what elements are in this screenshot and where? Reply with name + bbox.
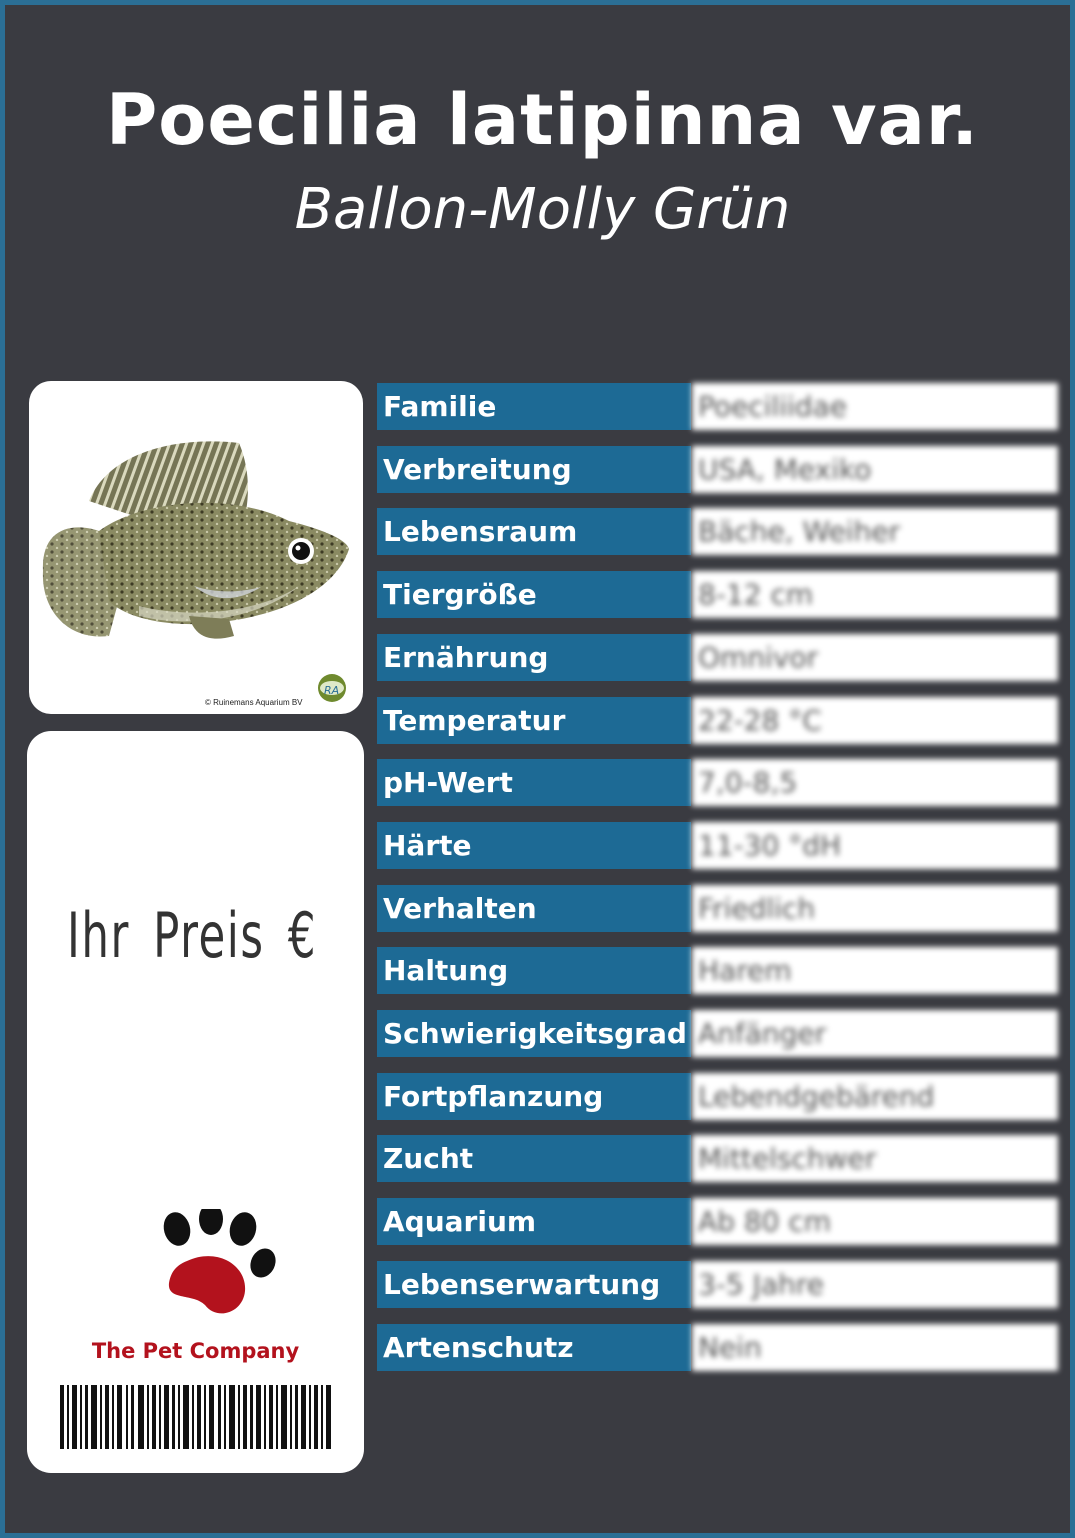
- fish-image: [29, 381, 363, 714]
- row-value: Ab 80 cm: [692, 1198, 1058, 1245]
- row-label: Verhalten: [377, 885, 691, 932]
- table-row: [377, 634, 1059, 681]
- row-value: 11-30 °dH: [692, 822, 1058, 869]
- row-value: Nein: [692, 1324, 1058, 1371]
- table-row: [377, 1198, 1059, 1245]
- row-label: Haltung: [377, 947, 691, 994]
- table-row: [377, 1324, 1059, 1371]
- table-row: [377, 1073, 1059, 1120]
- fish-photo-card: [29, 381, 363, 714]
- paw-logo-icon: [147, 1209, 287, 1339]
- row-label: Familie: [377, 383, 691, 430]
- price-card: [27, 731, 364, 1473]
- table-row: [377, 885, 1059, 932]
- page-title: Poecilia latipinna var.: [105, 79, 979, 161]
- row-value: Friedlich: [692, 885, 1058, 932]
- table-row: [377, 508, 1059, 555]
- photo-copyright: © Ruinemans Aquarium BV: [205, 698, 303, 707]
- table-row: [377, 571, 1059, 618]
- row-label: Temperatur: [377, 697, 691, 744]
- row-label: Ernährung: [377, 634, 691, 681]
- table-row: [377, 1010, 1059, 1057]
- company-name: The Pet Company: [91, 1339, 300, 1363]
- table-row: [377, 822, 1059, 869]
- row-label: pH-Wert: [377, 759, 691, 806]
- table-row: [377, 383, 1059, 430]
- price-label: Ihr Preis €: [67, 899, 318, 972]
- row-label: Härte: [377, 822, 691, 869]
- row-value: Anfänger: [692, 1010, 1058, 1057]
- row-value: 3-5 Jahre: [692, 1261, 1058, 1308]
- page-subtitle: Ballon-Molly Grün: [294, 177, 791, 242]
- row-value: 8-12 cm: [692, 571, 1058, 618]
- row-label: Artenschutz: [377, 1324, 691, 1371]
- table-row: [377, 1261, 1059, 1308]
- row-label: Lebensraum: [377, 508, 691, 555]
- row-label: Aquarium: [377, 1198, 691, 1245]
- table-row: [377, 1135, 1059, 1182]
- table-row: [377, 947, 1059, 994]
- row-value: Harem: [692, 947, 1058, 994]
- barcode: [60, 1385, 336, 1449]
- row-label: Verbreitung: [377, 446, 691, 493]
- row-label: Lebenserwartung: [377, 1261, 691, 1308]
- svg-text:RA: RA: [324, 684, 340, 697]
- row-label: Fortpflanzung: [377, 1073, 691, 1120]
- row-value: Poeciliidae: [692, 383, 1058, 430]
- row-label: Zucht: [377, 1135, 691, 1182]
- row-value: 7,0-8,5: [692, 759, 1058, 806]
- row-value: Mittelschwer: [692, 1135, 1058, 1182]
- table-row: [377, 759, 1059, 806]
- table-row: [377, 446, 1059, 493]
- row-label: Schwierigkeitsgrad: [377, 1010, 691, 1057]
- row-value: Lebendgebärend: [692, 1073, 1058, 1120]
- row-label: Tiergröße: [377, 571, 691, 618]
- ra-logo-icon: [318, 674, 346, 702]
- row-value: Bäche, Weiher: [692, 508, 1058, 555]
- row-value: 22-28 °C: [692, 697, 1058, 744]
- row-value: USA, Mexiko: [692, 446, 1058, 493]
- table-row: [377, 697, 1059, 744]
- row-value: Omnivor: [692, 634, 1058, 681]
